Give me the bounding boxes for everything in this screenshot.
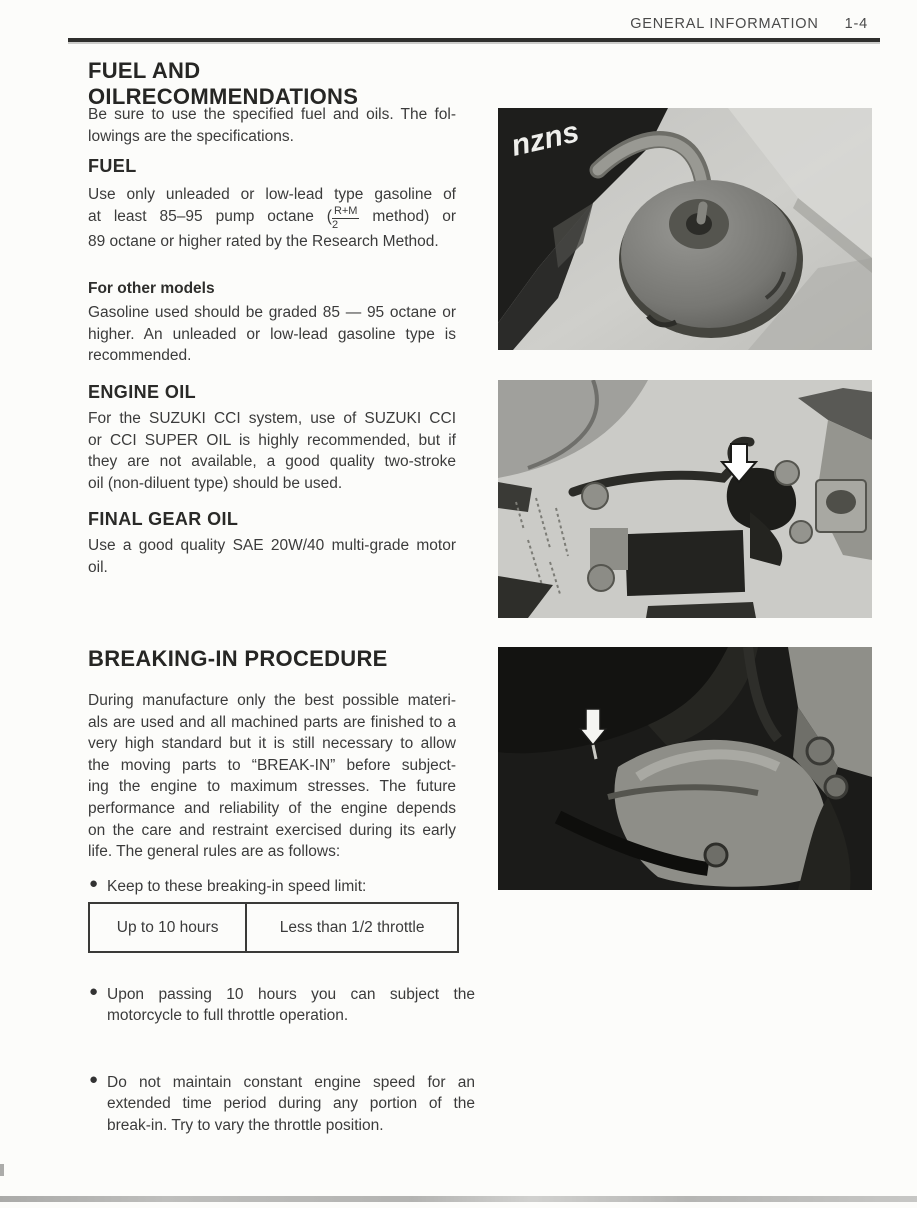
text-line: als are used and all machined parts are finished to a — [88, 713, 456, 731]
text-line: Use a good quality SAE 20W/40 multi-grade motor — [88, 537, 456, 554]
screw — [588, 565, 614, 591]
bracket-hole — [826, 490, 856, 514]
text-line: recommended. — [88, 347, 192, 365]
other-models-paragraph — [88, 302, 456, 367]
section-title-fuel-oil: FUEL AND OILRECOMMENDATIONS — [88, 58, 359, 109]
section-title-breaking-in: BREAKING-IN PROCEDURE — [88, 646, 388, 671]
bullet-icon: ● — [89, 982, 99, 1000]
breaking-in-paragraph — [88, 690, 456, 863]
photo-oil-tank-cap-art — [498, 108, 872, 350]
photo-cci-oil-pump-art — [498, 380, 872, 618]
photo-cci-oil-pump-area — [498, 380, 872, 618]
table-cell-throttle — [247, 904, 457, 951]
text-segment: method) or — [359, 207, 456, 225]
fraction-denominator: 2 — [331, 218, 339, 231]
text-line: Upon passing 10 hours you can subject the — [107, 985, 475, 1003]
bullet-full-throttle — [88, 984, 475, 1027]
photo-oil-tank-cap — [498, 108, 872, 350]
final-gear-oil-paragraph — [88, 535, 456, 578]
text-line: motorcycle to full throttle operation. — [107, 1007, 349, 1025]
text-line: life. The general rules are as follows: — [88, 843, 341, 861]
break-in-limit-table — [88, 902, 459, 953]
text-line: During manufacture only the best possible materi- — [88, 692, 456, 709]
bullet-icon: ● — [89, 1070, 99, 1088]
heading-final-gear-oil: FINAL GEAR OIL — [88, 509, 239, 529]
text-line: the moving parts to “BREAK-IN” before subject- — [88, 756, 456, 774]
bullet-speed-limit — [88, 876, 475, 898]
text-line: extended time period during any portion of the — [107, 1095, 475, 1113]
screw — [790, 521, 812, 543]
table-cell-text: Less than 1/2 throttle — [279, 918, 425, 936]
table-cell-text: Up to 10 hours — [116, 918, 219, 936]
text-line: Keep to these breaking-in speed limit: — [107, 878, 367, 895]
text-line: or CCI SUPER OIL is highly recommended, but if — [88, 431, 456, 449]
text-line: on the care and restraint exercised during its early — [88, 821, 456, 839]
header-rule — [68, 38, 880, 42]
text-line-with-fraction — [88, 206, 456, 231]
bullet-vary-throttle — [88, 1072, 475, 1137]
screw — [582, 483, 608, 509]
text-line: Do not maintain constant engine speed for an — [107, 1073, 475, 1091]
table-cell-hours — [90, 904, 247, 951]
text-line: lowings are the specifications. — [88, 127, 294, 145]
text-line: oil. — [88, 558, 108, 576]
pump-body — [625, 530, 745, 596]
text-line: 89 octane or higher rated by the Research Method. — [88, 232, 439, 250]
text-line: Gasoline used should be graded 85 — 95 octane or — [88, 304, 456, 321]
fuel-paragraph — [88, 184, 456, 252]
screw — [775, 461, 799, 485]
scan-artifact — [0, 1164, 4, 1176]
text-line: ing the engine to maximum stresses. The future — [88, 778, 456, 796]
header-page-number: 1-4 — [844, 16, 868, 32]
hose-tip — [701, 206, 703, 220]
text-line: performance and reliability of the engine depends — [88, 799, 456, 817]
text-line: Be sure to use the specified fuel and oils. The fol- — [88, 106, 456, 123]
heading-engine-oil: ENGINE OIL — [88, 382, 197, 402]
octane-fraction — [332, 206, 360, 231]
intro-paragraph — [88, 104, 456, 147]
scan-bottom-edge — [0, 1196, 917, 1202]
heading-fuel: FUEL — [88, 156, 137, 176]
fraction-numerator: R+M — [333, 204, 358, 217]
engine-oil-paragraph — [88, 408, 456, 494]
bolt — [807, 738, 833, 764]
text-line: higher. An unleaded or low-lead gasoline type is — [88, 325, 456, 343]
text-line: they are not available, a good quality two-stroke — [88, 453, 456, 471]
suzuki-logo-text: nzns — [508, 115, 583, 163]
heading-other-models: For other models — [88, 280, 215, 297]
bolt — [825, 776, 847, 798]
text-line: For the SUZUKI CCI system, use of SUZUKI CCI — [88, 410, 456, 427]
text-line: very high standard but it is still necessary to allow — [88, 735, 456, 753]
page-header — [630, 16, 868, 32]
text-line: Use only unleaded or low-lead type gasoline of — [88, 186, 456, 203]
drain-bolt — [705, 844, 727, 866]
text-line: oil (non-diluent type) should be used. — [88, 474, 343, 492]
header-section-title: GENERAL INFORMATION — [630, 16, 819, 32]
text-line: break-in. Try to vary the throttle position. — [107, 1116, 384, 1134]
pump-side-plate — [590, 528, 628, 570]
text-segment: at least 85–95 pump octane ( — [88, 207, 332, 225]
bullet-icon: ● — [89, 875, 99, 892]
photo-final-gear-art — [498, 647, 872, 890]
photo-final-gear-oil-filler — [498, 647, 872, 890]
